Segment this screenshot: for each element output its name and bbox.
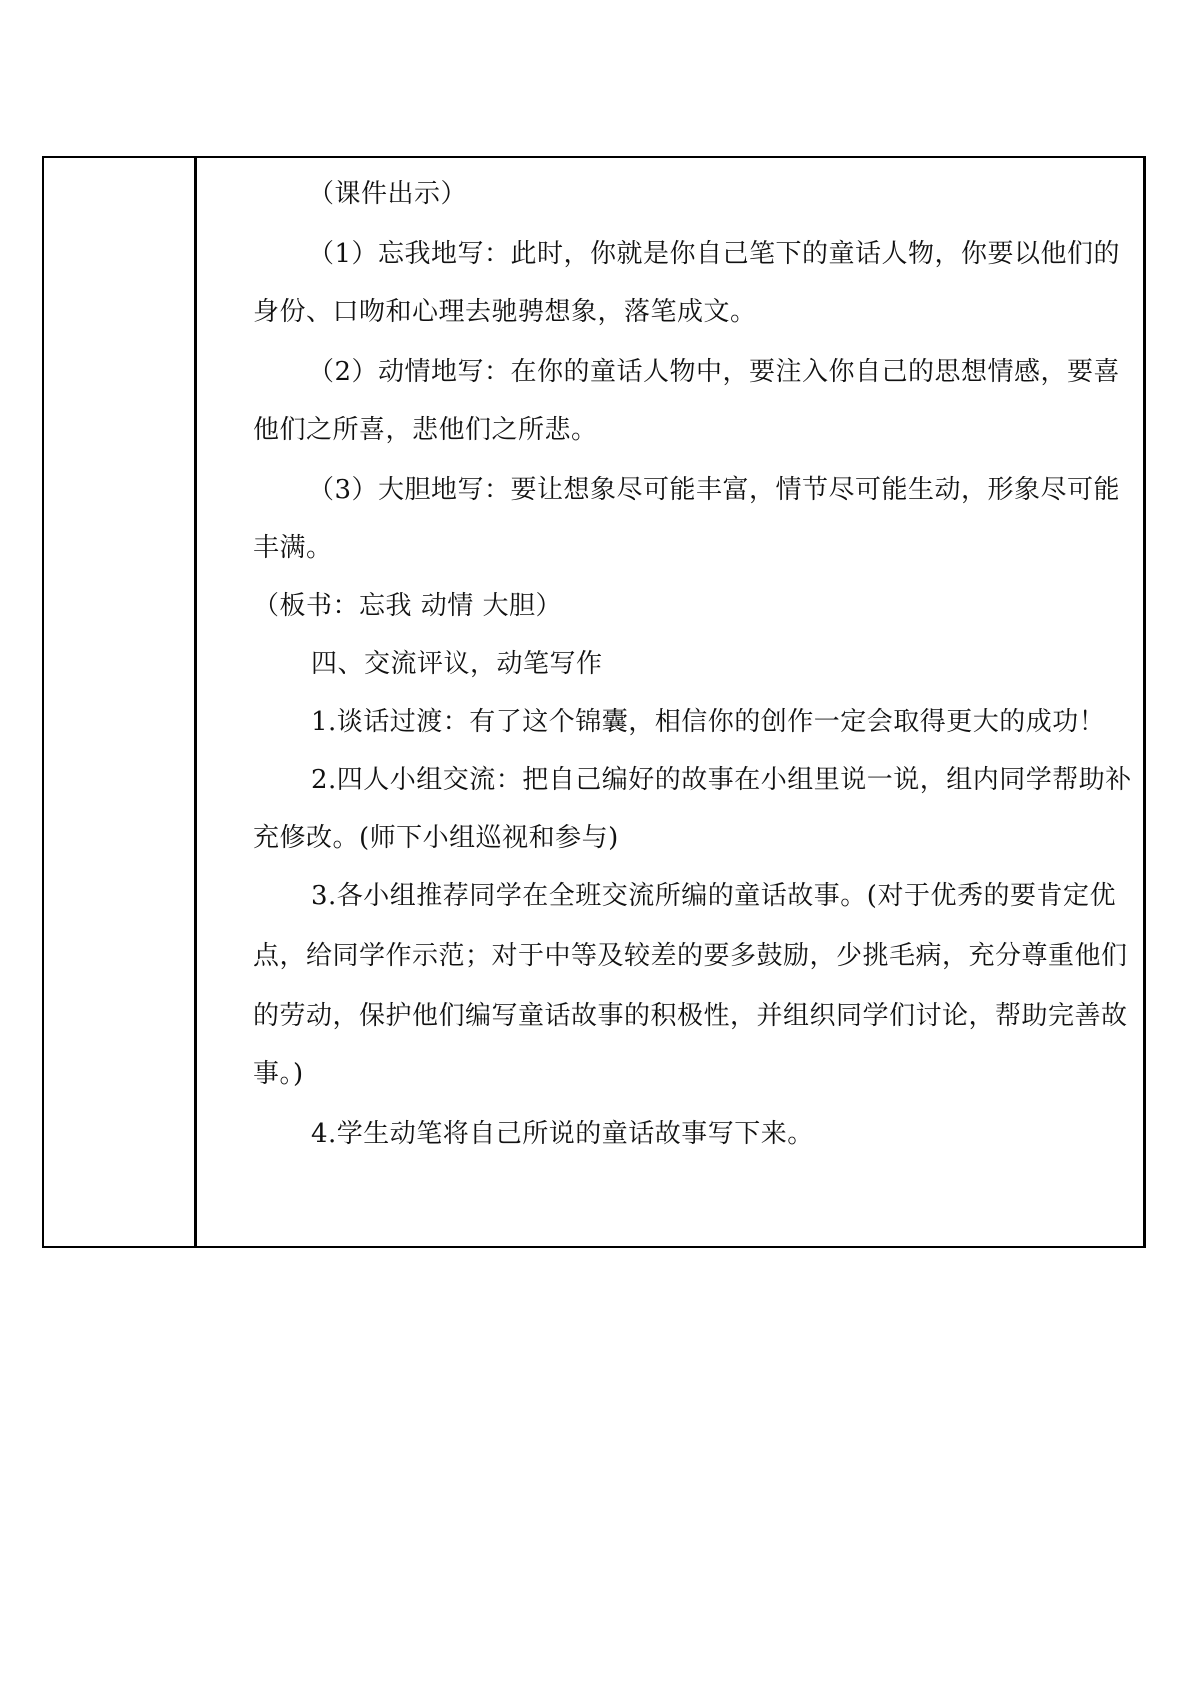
table-left-cell xyxy=(44,158,197,1246)
text-line: 点，给同学作示范；对于中等及较差的要多鼓励，少挑毛病，充分尊重他们 xyxy=(253,941,1128,971)
lesson-table xyxy=(42,156,1146,1248)
text-line: 2.四人小组交流：把自己编好的故事在小组里说一说，组内同学帮助补 xyxy=(311,765,1132,795)
text-line: （课件出示） xyxy=(308,179,468,209)
text-line: 丰满。 xyxy=(253,533,333,563)
text-line: （3）大胆地写：要让想象尽可能丰富，情节尽可能生动，形象尽可能 xyxy=(308,475,1121,505)
table-content-cell xyxy=(197,158,1143,1246)
text-line: （板书：忘我 动情 大胆） xyxy=(253,591,563,621)
text-line: 他们之所喜，悲他们之所悲。 xyxy=(253,415,598,445)
text-line: 四、交流评议，动笔写作 xyxy=(311,649,603,679)
text-line: 3.各小组推荐同学在全班交流所编的童话故事。(对于优秀的要肯定优 xyxy=(311,881,1116,911)
text-line: 4.学生动笔将自己所说的童话故事写下来。 xyxy=(311,1119,814,1149)
text-line: 身份、口吻和心理去驰骋想象，落笔成文。 xyxy=(253,297,757,327)
text-line: 1.谈话过渡：有了这个锦囊，相信你的创作一定会取得更大的成功！ xyxy=(311,707,1106,737)
text-line: 的劳动，保护他们编写童话故事的积极性，并组织同学们讨论，帮助完善故 xyxy=(253,1001,1128,1031)
text-line: 充修改。(师下小组巡视和参与) xyxy=(253,823,619,853)
text-line: 事。) xyxy=(253,1059,304,1089)
text-line: （1）忘我地写：此时，你就是你自己笔下的童话人物，你要以他们的 xyxy=(308,239,1121,269)
text-line: （2）动情地写：在你的童话人物中，要注入你自己的思想情感，要喜 xyxy=(308,357,1121,387)
